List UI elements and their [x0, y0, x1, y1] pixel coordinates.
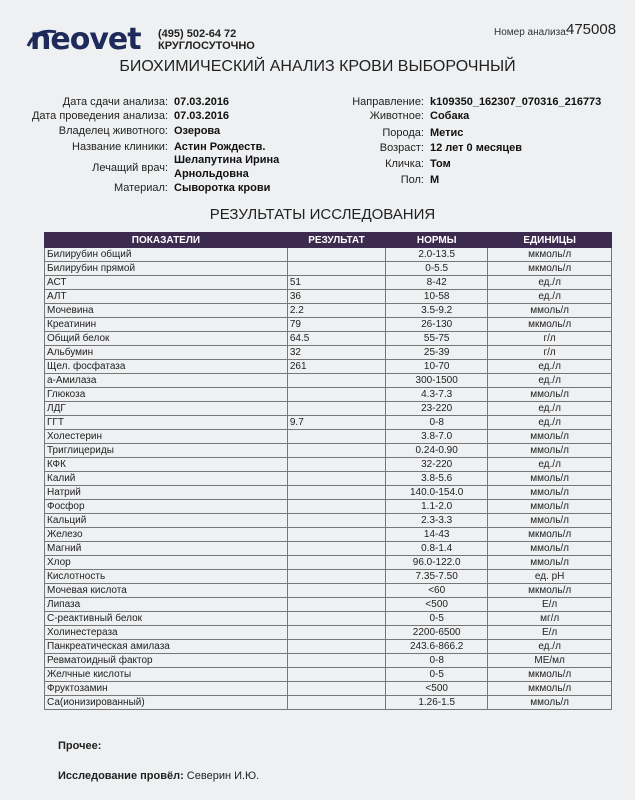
units: ед./л: [488, 360, 612, 374]
units: мкмоль/л: [488, 584, 612, 598]
result-value: [287, 584, 385, 598]
info-label: Кличка:: [385, 158, 424, 170]
info-value: Астин Рождеств.: [174, 141, 266, 153]
result-value: [287, 514, 385, 528]
result-value: [287, 458, 385, 472]
info-value: Шелапутина Ирина: [174, 154, 280, 166]
result-value: [287, 388, 385, 402]
indicator-name: Билирубин общий: [45, 248, 288, 262]
result-value: [287, 262, 385, 276]
table-row: [45, 682, 612, 696]
table-row: [45, 332, 612, 346]
units: мкмоль/л: [488, 668, 612, 682]
table-row: [45, 584, 612, 598]
table-row: [45, 612, 612, 626]
norm-range: 3.8-5.6: [386, 472, 488, 486]
indicator-name: Магний: [45, 542, 288, 556]
performed-by: [58, 770, 259, 782]
result-value: 2.2: [287, 304, 385, 318]
norm-range: 243.6-866.2: [386, 640, 488, 654]
result-value: 36: [287, 290, 385, 304]
table-row: [45, 402, 612, 416]
table-header-row: [45, 233, 612, 248]
units: г/л: [488, 332, 612, 346]
units: ед./л: [488, 276, 612, 290]
info-value: М: [430, 174, 440, 186]
units: ед./л: [488, 402, 612, 416]
info-value: 07.03.2016: [174, 96, 230, 108]
units: ммоль/л: [488, 542, 612, 556]
info-right: [330, 95, 630, 190]
info-label: Лечащий врач:: [92, 162, 168, 174]
info-value: Метис: [430, 127, 464, 139]
info-value: Собака: [430, 110, 470, 122]
units: мкмоль/л: [488, 682, 612, 696]
results-title: РЕЗУЛЬТАТЫ ИССЛЕДОВАНИЯ: [209, 206, 436, 223]
table-row: [45, 416, 612, 430]
info-label: Дата сдачи анализа:: [62, 96, 168, 108]
result-value: [287, 542, 385, 556]
norm-range: 14-43: [386, 528, 488, 542]
info-label: Возраст:: [379, 142, 424, 154]
result-value: [287, 444, 385, 458]
norm-range: 7.35-7.50: [386, 570, 488, 584]
indicator-name: КФК: [45, 458, 288, 472]
table-row: [45, 374, 612, 388]
units: ммоль/л: [488, 388, 612, 402]
indicator-name: Щел. фосфатаза: [45, 360, 288, 374]
norm-range: 32-220: [386, 458, 488, 472]
units: мкмоль/л: [488, 262, 612, 276]
norm-range: 3.5-9.2: [386, 304, 488, 318]
units: ммоль/л: [488, 696, 612, 710]
result-value: 64.5: [287, 332, 385, 346]
indicator-name: Фосфор: [45, 500, 288, 514]
norm-range: 55-75: [386, 332, 488, 346]
table-row: [45, 248, 612, 262]
units: ммоль/л: [488, 486, 612, 500]
result-value: 79: [287, 318, 385, 332]
table-row: [45, 360, 612, 374]
indicator-name: С-реактивный белок: [45, 612, 288, 626]
indicator-name: Липаза: [45, 598, 288, 612]
result-value: 261: [287, 360, 385, 374]
column-header: ПОКАЗАТЕЛИ: [45, 233, 288, 248]
clinic-contacts: [158, 28, 255, 52]
units: МЕ/мл: [488, 654, 612, 668]
units: ед./л: [488, 458, 612, 472]
units: ед./л: [488, 416, 612, 430]
units: ед. рН: [488, 570, 612, 584]
info-label: Порода:: [382, 127, 424, 139]
norm-range: 8-42: [386, 276, 488, 290]
norm-range: 2.3-3.3: [386, 514, 488, 528]
info-value: k109350_162307_070316_216773: [430, 96, 602, 108]
table-row: [45, 626, 612, 640]
indicator-name: Холестерин: [45, 430, 288, 444]
table-row: [45, 654, 612, 668]
norm-range: 0.8-1.4: [386, 542, 488, 556]
table-row: [45, 696, 612, 710]
info-value: Сыворотка крови: [174, 182, 271, 194]
norm-range: 0-5.5: [386, 262, 488, 276]
results-table: [44, 232, 612, 710]
clinic-hours: КРУГЛОСУТОЧНО: [158, 40, 255, 52]
table-row: [45, 346, 612, 360]
indicator-name: Железо: [45, 528, 288, 542]
info-label: Животное:: [369, 110, 424, 122]
indicator-name: Хлор: [45, 556, 288, 570]
indicator-name: Ревматоидный фактор: [45, 654, 288, 668]
result-value: [287, 598, 385, 612]
norm-range: 23-220: [386, 402, 488, 416]
result-value: [287, 528, 385, 542]
info-label: Пол:: [400, 174, 424, 186]
info-label: Название клиники:: [72, 141, 168, 153]
info-left: [0, 95, 330, 200]
indicator-name: Мочевая кислота: [45, 584, 288, 598]
indicator-name: Калий: [45, 472, 288, 486]
result-value: [287, 570, 385, 584]
indicator-name: ЛДГ: [45, 402, 288, 416]
units: мкмоль/л: [488, 528, 612, 542]
logo: neovet: [30, 22, 141, 57]
units: г/л: [488, 346, 612, 360]
result-value: 9.7: [287, 416, 385, 430]
performed-by-value: Северин И.Ю.: [186, 770, 260, 782]
report-title: БИОХИМИЧЕСКИЙ АНАЛИЗ КРОВИ ВЫБОРОЧНЫЙ: [119, 58, 516, 75]
norm-range: 0-8: [386, 416, 488, 430]
table-row: [45, 528, 612, 542]
norm-range: 96.0-122.0: [386, 556, 488, 570]
norm-range: 26-130: [386, 318, 488, 332]
table-row: [45, 570, 612, 584]
norm-range: 1.1-2.0: [386, 500, 488, 514]
units: мкмоль/л: [488, 318, 612, 332]
indicator-name: Общий белок: [45, 332, 288, 346]
indicator-name: АСТ: [45, 276, 288, 290]
indicator-name: Натрий: [45, 486, 288, 500]
units: ммоль/л: [488, 304, 612, 318]
indicator-name: Холинестераза: [45, 626, 288, 640]
norm-range: 0-5: [386, 668, 488, 682]
norm-range: 2200-6500: [386, 626, 488, 640]
indicator-name: ГГТ: [45, 416, 288, 430]
norm-range: 10-70: [386, 360, 488, 374]
table-row: [45, 668, 612, 682]
table-row: [45, 318, 612, 332]
result-value: [287, 682, 385, 696]
result-value: [287, 640, 385, 654]
result-value: [287, 626, 385, 640]
info-label: Направление:: [352, 96, 424, 108]
table-row: [45, 486, 612, 500]
table-row: [45, 388, 612, 402]
units: ед./л: [488, 374, 612, 388]
indicator-name: Альбумин: [45, 346, 288, 360]
info-label: Дата проведения анализа:: [31, 110, 168, 122]
indicator-name: Глюкоза: [45, 388, 288, 402]
norm-range: <500: [386, 682, 488, 696]
result-value: [287, 696, 385, 710]
norm-range: 1.26-1.5: [386, 696, 488, 710]
result-value: [287, 430, 385, 444]
clinic-phone: (495) 502-64 72: [158, 28, 237, 40]
norm-range: 3.8-7.0: [386, 430, 488, 444]
units: ммоль/л: [488, 444, 612, 458]
indicator-name: Желчные кислоты: [45, 668, 288, 682]
info-value: Озерова: [174, 125, 221, 137]
indicator-name: Панкреатическая амилаза: [45, 640, 288, 654]
units: ммоль/л: [488, 472, 612, 486]
result-value: [287, 486, 385, 500]
result-value: [287, 556, 385, 570]
norm-range: 140.0-154.0: [386, 486, 488, 500]
result-value: [287, 612, 385, 626]
results-table-body: [45, 248, 612, 710]
norm-range: 4.3-7.3: [386, 388, 488, 402]
result-value: [287, 654, 385, 668]
indicator-name: АЛТ: [45, 290, 288, 304]
info-label: Материал:: [113, 182, 168, 194]
table-row: [45, 444, 612, 458]
indicator-name: Креатинин: [45, 318, 288, 332]
units: ед./л: [488, 290, 612, 304]
table-row: [45, 514, 612, 528]
units: ммоль/л: [488, 514, 612, 528]
result-value: [287, 668, 385, 682]
column-header: РЕЗУЛЬТАТ: [287, 233, 385, 248]
indicator-name: Кислотность: [45, 570, 288, 584]
analysis-number-label: Номер анализа:: [494, 27, 569, 38]
units: ммоль/л: [488, 556, 612, 570]
result-value: [287, 374, 385, 388]
table-row: [45, 472, 612, 486]
indicator-name: Фруктозамин: [45, 682, 288, 696]
units: Е/л: [488, 626, 612, 640]
table-row: [45, 500, 612, 514]
norm-range: <500: [386, 598, 488, 612]
table-row: [45, 542, 612, 556]
indicator-name: Кальций: [45, 514, 288, 528]
units: мкмоль/л: [488, 248, 612, 262]
result-value: [287, 500, 385, 514]
units: ммоль/л: [488, 500, 612, 514]
info-label: Владелец животного:: [58, 125, 168, 137]
result-value: [287, 402, 385, 416]
table-row: [45, 262, 612, 276]
indicator-name: Триглицериды: [45, 444, 288, 458]
table-row: [45, 304, 612, 318]
performed-by-label: Исследование провёл:: [58, 770, 184, 782]
norm-range: 300-1500: [386, 374, 488, 388]
result-value: [287, 472, 385, 486]
info-value: Том: [430, 158, 451, 170]
table-row: [45, 430, 612, 444]
indicator-name: Са(ионизированный): [45, 696, 288, 710]
norm-range: 0-5: [386, 612, 488, 626]
info-value: 07.03.2016: [174, 110, 230, 122]
result-value: 51: [287, 276, 385, 290]
result-value: 32: [287, 346, 385, 360]
table-row: [45, 640, 612, 654]
norm-range: 0-8: [386, 654, 488, 668]
units: мг/л: [488, 612, 612, 626]
table-row: [45, 556, 612, 570]
column-header: НОРМЫ: [386, 233, 488, 248]
other-label: Прочее:: [58, 740, 102, 752]
norm-range: 2.0-13.5: [386, 248, 488, 262]
units: Е/л: [488, 598, 612, 612]
table-row: [45, 276, 612, 290]
analysis-number: 475008: [566, 21, 617, 38]
info-value: 12 лет 0 месяцев: [430, 142, 523, 154]
norm-range: <60: [386, 584, 488, 598]
table-row: [45, 458, 612, 472]
result-value: [287, 248, 385, 262]
table-row: [45, 290, 612, 304]
units: ед./л: [488, 640, 612, 654]
info-value: Арнольдовна: [174, 168, 249, 180]
indicator-name: Мочевина: [45, 304, 288, 318]
column-header: ЕДИНИЦЫ: [488, 233, 612, 248]
norm-range: 0.24-0.90: [386, 444, 488, 458]
indicator-name: Билирубин прямой: [45, 262, 288, 276]
indicator-name: а-Амилаза: [45, 374, 288, 388]
norm-range: 25-39: [386, 346, 488, 360]
table-row: [45, 598, 612, 612]
norm-range: 10-58: [386, 290, 488, 304]
units: ммоль/л: [488, 430, 612, 444]
